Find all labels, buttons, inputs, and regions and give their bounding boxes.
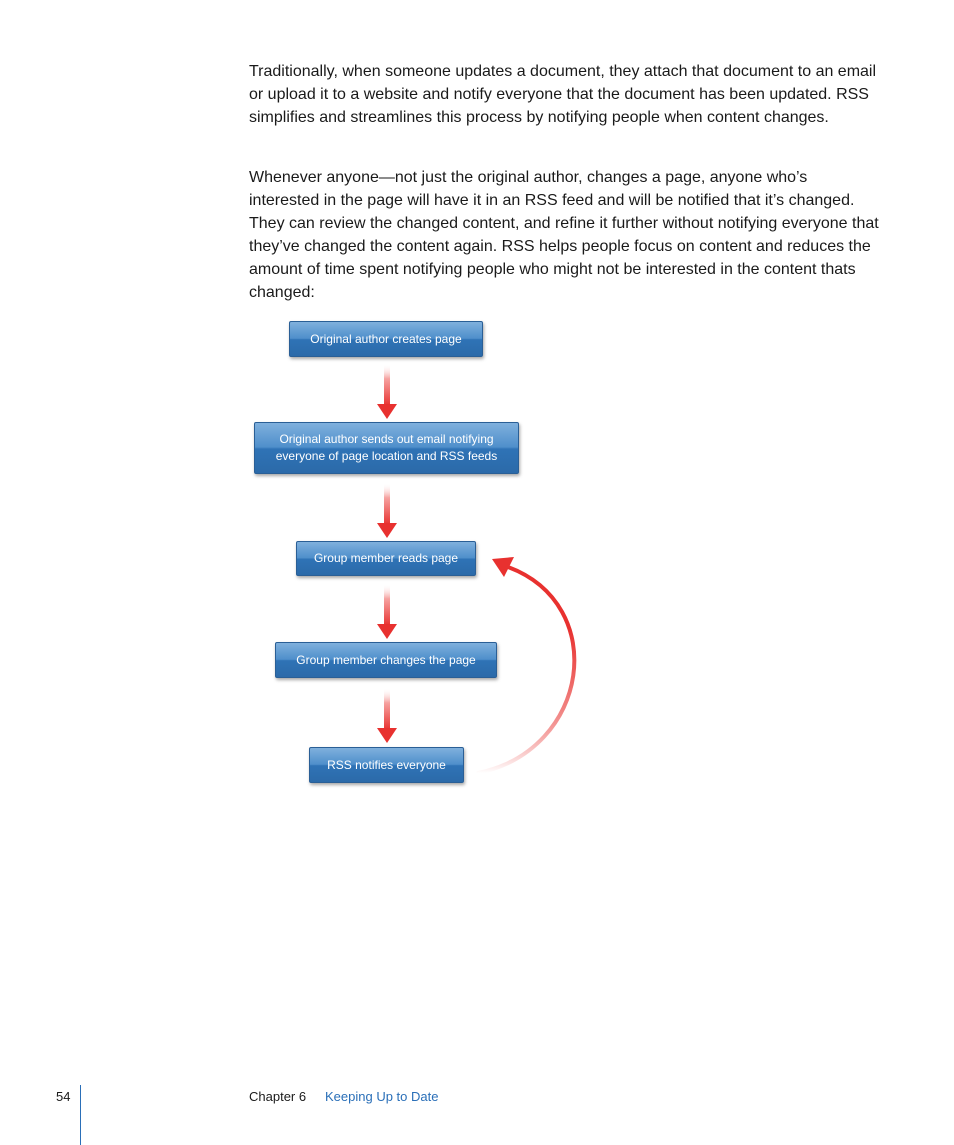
flow-step-rss-notifies: RSS notifies everyone (309, 747, 464, 783)
down-arrow-icon (375, 483, 399, 539)
loop-back-arrow-icon (470, 545, 600, 785)
page-number: 54 (56, 1089, 71, 1104)
body-paragraph: Traditionally, when someone updates a document, they attach that document to an email or upload it to a website and notify everyone that the document has been updated. RSS simplifies and streamlines this process by notifying people when content changes. (249, 63, 877, 126)
body-paragraph: Whenever anyone—not just the original author, changes a page, anyone who’s interested in the page will have it in an RSS feed and will be notified that it’s changed. They can review the changed content, and refine it further without notifying everyone that they’ve changed the content again. RSS helps people focus on content and reduces the amount of time spent notifying people who might not be interested in the content thats changed: (249, 169, 879, 301)
flow-step-read-page: Group member reads page (296, 541, 476, 576)
footer-chapter: Chapter 6 (249, 1089, 307, 1104)
down-arrow-icon (375, 364, 399, 420)
down-arrow-icon (375, 584, 399, 640)
flow-step-change-page: Group member changes the page (275, 642, 497, 678)
flow-step-create-page: Original author creates page (289, 321, 483, 357)
footer-chapter-title[interactable]: Keeping Up to Date (325, 1089, 439, 1104)
flow-step-send-email: Original author sends out email notifying everyone of page location and RSS feeds (254, 422, 519, 474)
down-arrow-icon (375, 688, 399, 744)
footer-divider (80, 1085, 81, 1145)
